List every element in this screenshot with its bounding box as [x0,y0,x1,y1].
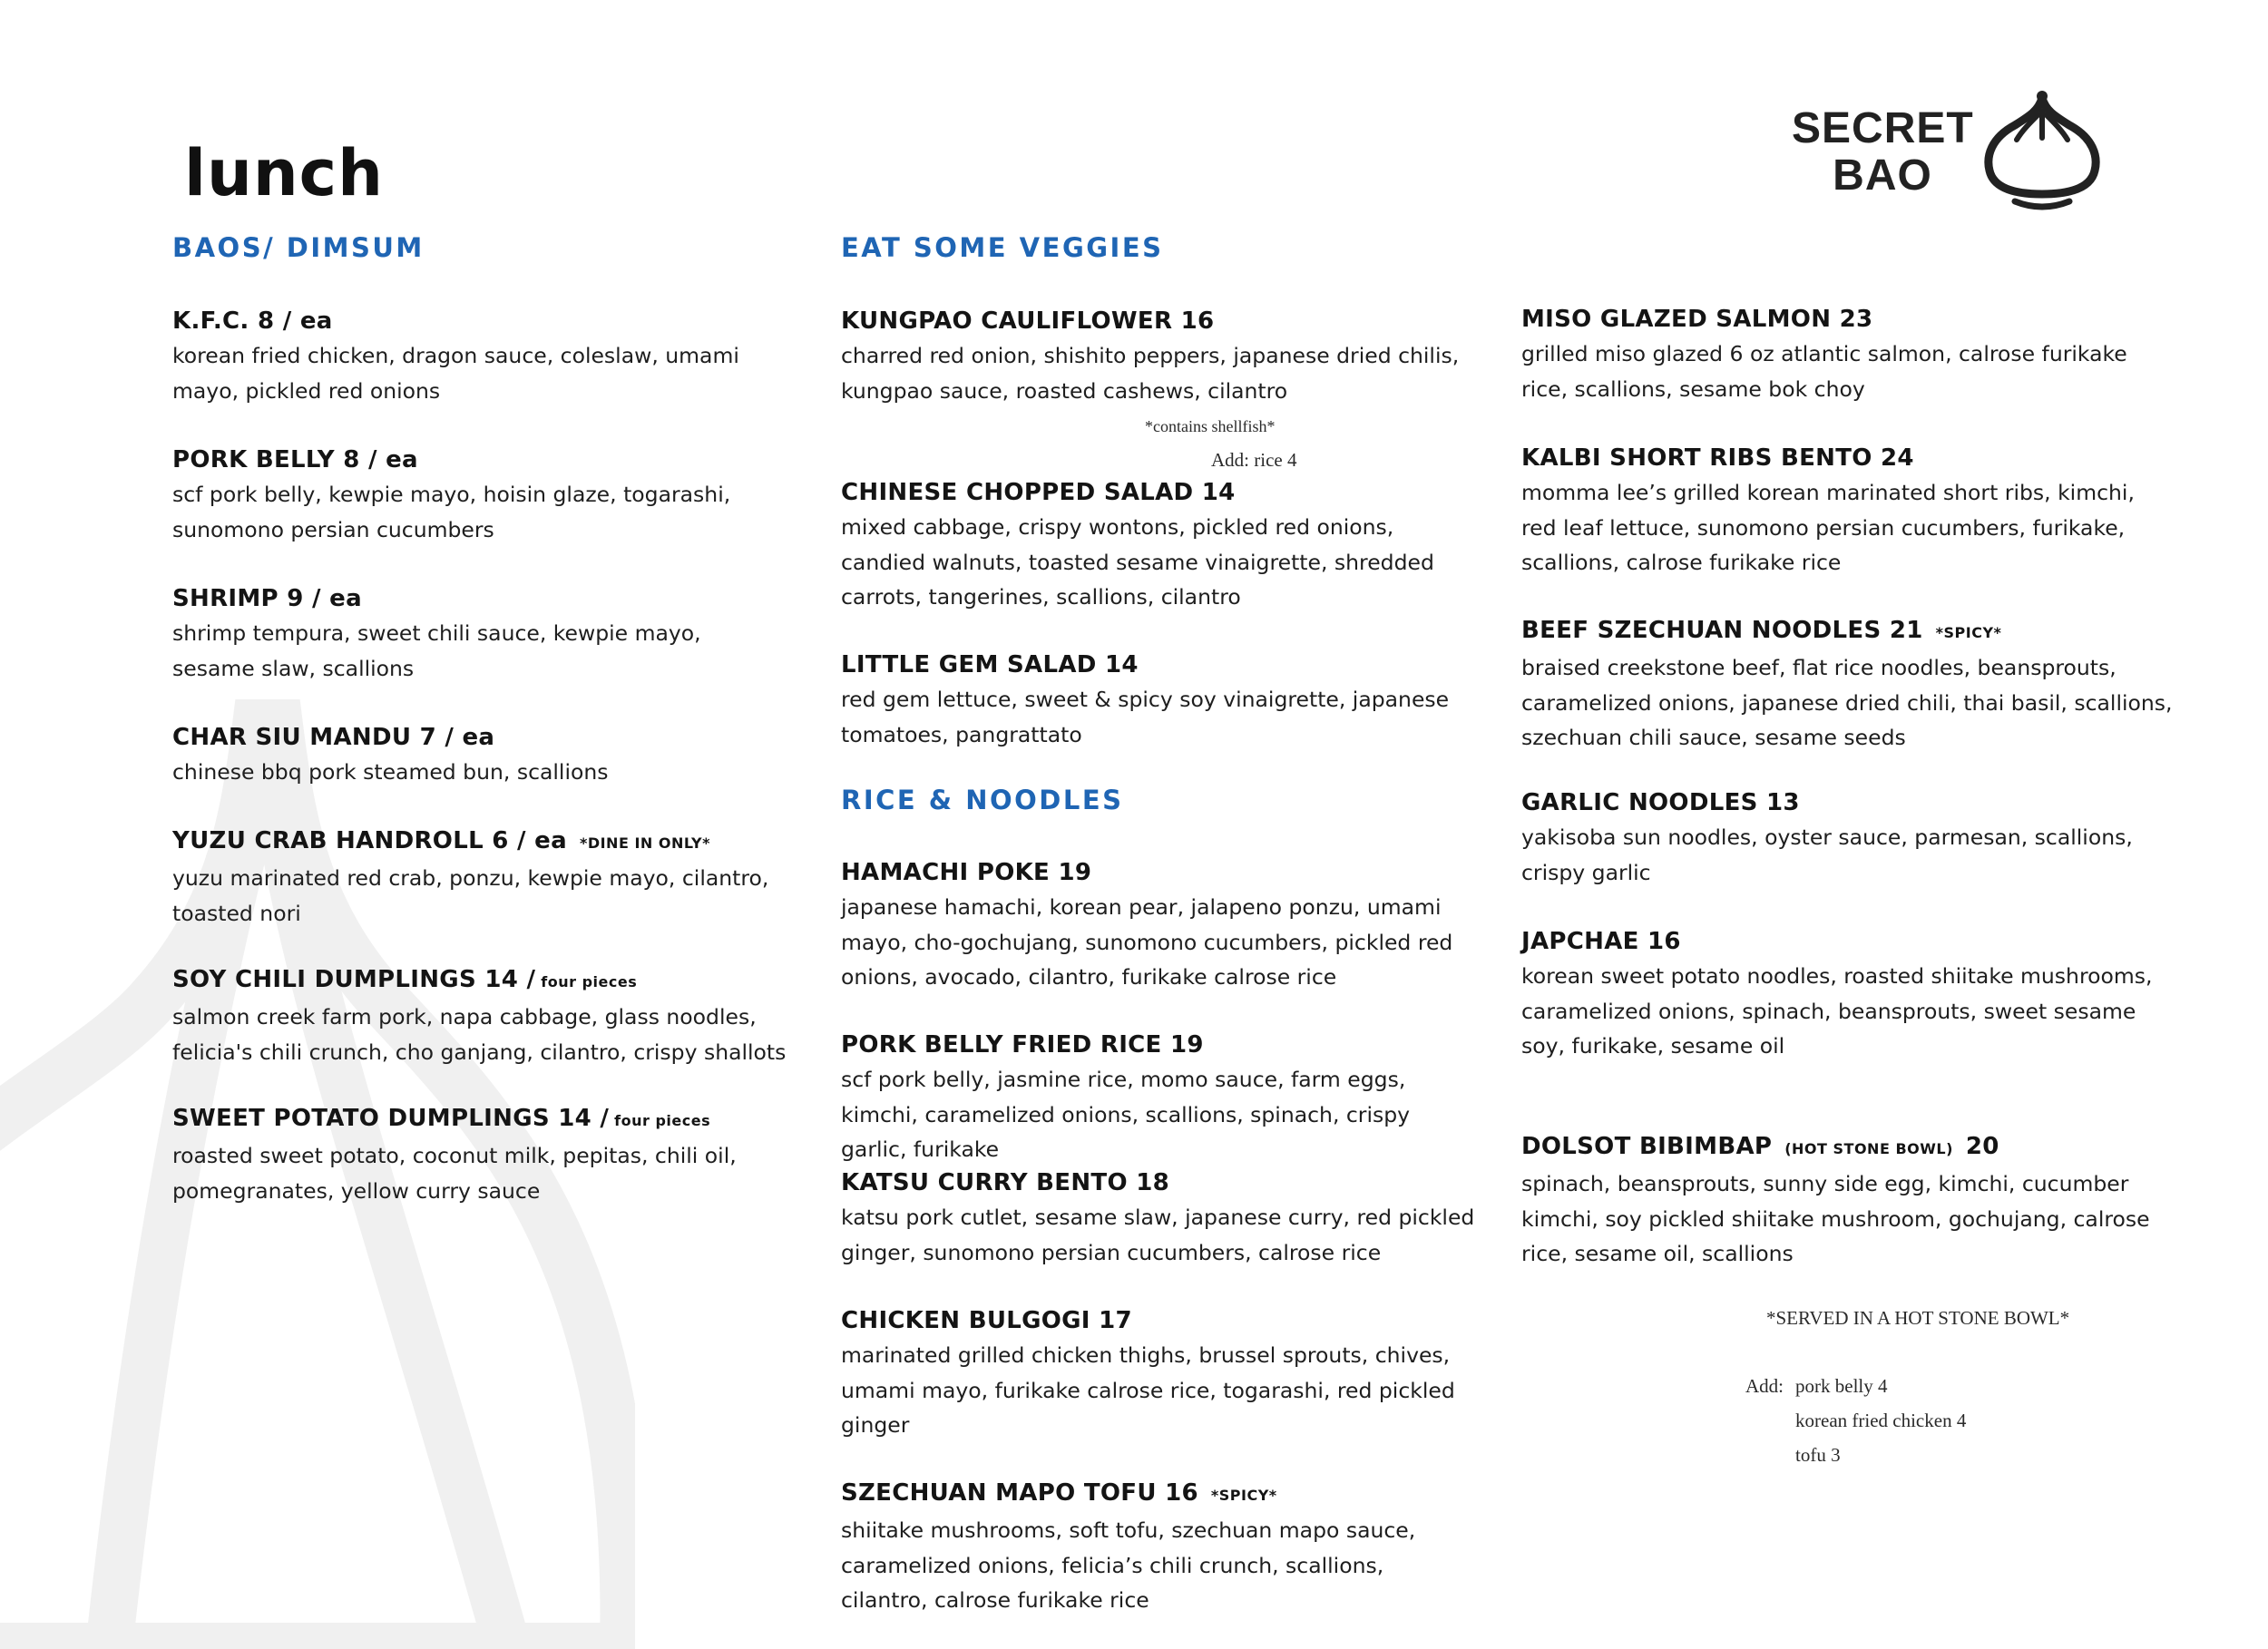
menu-item [172,443,789,547]
item-name [172,1101,789,1138]
item-desc: scf pork belly, kewpie mayo, hoisin glaze, togarashi, sunomono persian cucumbers [172,482,731,542]
spicy-note: *SPICY* [1210,1487,1277,1504]
item-name-text: SOY CHILI DUMPLINGS 14 / [172,966,536,993]
item-desc: grilled miso glazed 6 oz atlantic salmon, calrose furikake rice, scallions, sesame bok choy [1521,341,2127,402]
add-item: pork belly 4 [1795,1375,1888,1397]
item-desc: shrimp tempura, sweet chili sauce, kewpie mayo, sesame slaw, scallions [172,620,701,681]
item-desc: red gem lettuce, sweet & spicy soy vinaigrette, japanese tomatoes, pangrattato [841,687,1450,747]
dine-in-only-note: *DINE IN ONLY* [579,834,711,852]
item-name-text: SWEET POTATO DUMPLINGS 14 / [172,1105,610,1132]
menu-item [1521,613,2175,756]
item-desc: scf pork belly, jasmine rice, momo sauce, farm eggs, kimchi, caramelized onions, scallions, spinach, crispy garlic, furikake [841,1067,1411,1162]
item-name: KATSU CURRY BENTO 18 [841,1169,1169,1196]
section-heading-veggies: EAT SOME VEGGIES [841,232,1164,263]
item-desc: roasted sweet potato, coconut milk, pepitas, chili oil, pomegranates, yellow curry sauce [172,1143,737,1204]
item-desc: momma lee’s grilled korean marinated short ribs, kimchi, red leaf lettuce, sunomono persian cucumbers, furikake, scallions, calrose furikake rice [1521,480,2135,575]
menu-item [1521,924,2175,1064]
item-name: LITTLE GEM SALAD 14 [841,651,1139,678]
section-heading-rice-noodles: RICE & NOODLES [841,785,1124,815]
item-desc: shiitake mushrooms, soft tofu, szechuan mapo sauce, caramelized onions, felicia’s chili crunch, scallions, cilantro, calrose furikake rice [841,1517,1416,1613]
menu-item [841,1476,1476,1618]
spicy-note: *SPICY* [1935,624,2002,641]
menu-item [172,962,789,1069]
item-name: KUNGPAO CAULIFLOWER 16 [841,307,1215,335]
add-item: korean fried chicken 4 [1795,1410,1967,1431]
menu-item [172,581,789,686]
menu-item [172,824,789,931]
item-desc: charred red onion, shishito peppers, japanese dried chilis, kungpao sauce, roasted cashews, cilantro [841,343,1460,404]
item-name: CHINESE CHOPPED SALAD 14 [841,479,1236,506]
add-label: Add: [1745,1375,1784,1397]
item-desc: katsu pork cutlet, sesame slaw, japanese curry, red pickled ginger, sunomono persian cucumbers, calrose rice [841,1205,1475,1265]
shellfish-note: *contains shellfish* [1145,417,1276,435]
item-price: 20 [1965,1133,1999,1160]
logo-line-1: SECRET [1792,104,1974,152]
item-name: CHAR SIU MANDU 7 / ea [172,724,495,751]
item-desc: braised creekstone beef, flat rice noodles, beansprouts, caramelized onions, japanese dried chili, thai basil, scallions, szechuan chili sauce, sesame seeds [1521,655,2173,750]
portion-note: four pieces [614,1112,711,1129]
item-desc: spinach, beansprouts, sunny side egg, kimchi, cucumber kimchi, soy pickled shiitake mushroom, gochujang, calrose rice, sesame oil, scallions [1521,1171,2150,1266]
item-name-text: BEEF SZECHUAN NOODLES 21 [1521,617,1923,644]
add-item: tofu 3 [1795,1444,1841,1466]
portion-note: four pieces [541,973,638,990]
menu-item [841,1166,1476,1270]
item-desc: marinated grilled chicken thighs, brussel sprouts, chives, umami mayo, furikake calrose rice, togarashi, red pickled ginger [841,1342,1455,1438]
item-name [1521,613,2175,650]
add-rice-note: Add: rice 4 [1211,449,1297,471]
item-name: KALBI SHORT RIBS BENTO 24 [1521,444,1914,472]
item-name-text: DOLSOT BIBIMBAP [1521,1133,1773,1160]
item-name: K.F.C. 8 / ea [172,307,333,335]
menu-item [841,1028,1476,1167]
logo-wordmark [1792,105,1973,200]
item-name: CHICKEN BULGOGI 17 [841,1307,1132,1334]
menu-item [841,855,1476,995]
item-desc: chinese bbq pork steamed bun, scallions [172,759,609,785]
menu-item [1521,1129,2175,1272]
menu-item [841,304,1476,408]
menu-item [1521,302,2175,406]
item-name [1521,1129,2175,1166]
item-desc: salmon creek farm pork, napa cabbage, glass noodles, felicia's chili crunch, cho ganjang, cilantro, crispy shallots [172,1004,787,1065]
menu-item [841,475,1476,615]
item-name [841,1476,1476,1513]
secret-bao-logo [1792,83,2136,220]
item-name: JAPCHAE 16 [1521,928,1681,955]
menu-item [1521,441,2175,581]
item-desc: yakisoba sun noodles, oyster sauce, parmesan, scallions, crispy garlic [1521,824,2133,885]
item-name: PORK BELLY 8 / ea [172,446,418,473]
item-name: SHRIMP 9 / ea [172,585,362,612]
item-desc: korean sweet potato noodles, roasted shiitake mushrooms, caramelized onions, spinach, beansprouts, sweet sesame soy, furikake, sesame oil [1521,963,2153,1059]
menu-item [172,304,789,408]
section-heading-baos: BAOS/ DIMSUM [172,232,425,263]
hot-stone-bowl-note: (HOT STONE BOWL) [1784,1140,1953,1157]
item-desc: yuzu marinated red crab, ponzu, kewpie mayo, cilantro, toasted nori [172,865,769,926]
menu-item [172,720,789,790]
item-name-text: SZECHUAN MAPO TOFU 16 [841,1479,1198,1507]
menu-item [172,1101,789,1208]
item-name: PORK BELLY FRIED RICE 19 [841,1031,1204,1059]
item-name: HAMACHI POKE 19 [841,859,1092,886]
hot-stone-note: *SERVED IN A HOT STONE BOWL* [1766,1307,2070,1329]
item-name [172,824,789,861]
bao-bun-icon [1979,83,2106,210]
item-name-text: YUZU CRAB HANDROLL 6 / ea [172,827,567,854]
menu-item [841,648,1476,752]
logo-line-2: BAO [1833,151,1932,200]
item-name: MISO GLAZED SALMON 23 [1521,306,1873,333]
menu-item [841,1303,1476,1443]
item-desc: korean fried chicken, dragon sauce, coleslaw, umami mayo, pickled red onions [172,343,739,404]
item-name [172,962,789,1000]
item-desc: japanese hamachi, korean pear, jalapeno ponzu, umami mayo, cho-gochujang, sunomono cucumbers, pickled red onions, avocado, cilantro, furikake calrose rice [841,894,1453,990]
page-title: lunch [184,136,384,210]
menu-item [1521,785,2175,890]
item-name: GARLIC NOODLES 13 [1521,789,1800,816]
item-desc: mixed cabbage, crispy wontons, pickled red onions, candied walnuts, toasted sesame vinaigrette, shredded carrots, tangerines, scallions, cilantro [841,514,1434,610]
